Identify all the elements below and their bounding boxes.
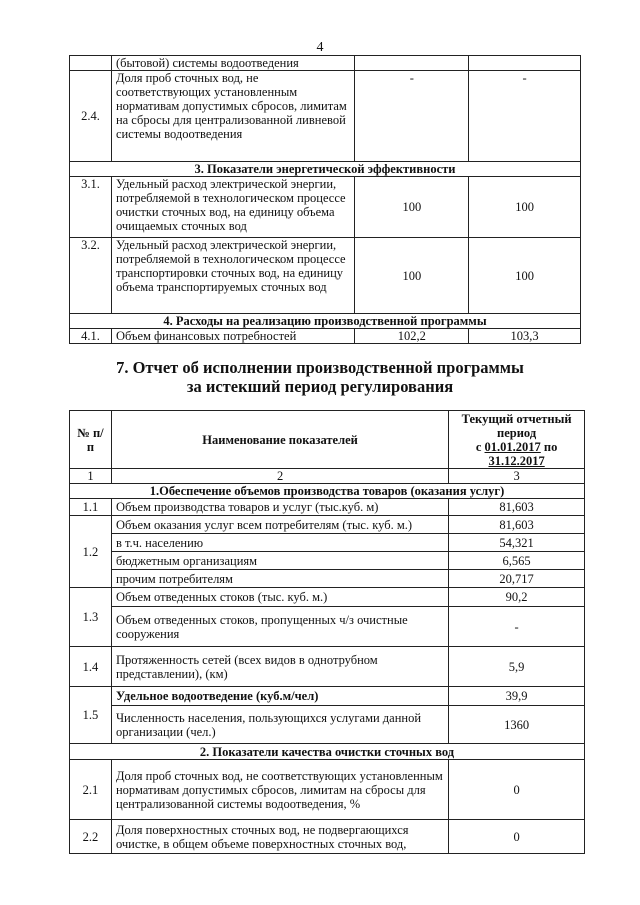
cell-value: 81,603 bbox=[449, 516, 585, 534]
cell-value: - bbox=[449, 607, 585, 647]
table-row bbox=[70, 516, 585, 534]
cell-value: 0 bbox=[449, 760, 585, 820]
header-name: Наименование показателей bbox=[111, 411, 448, 469]
cell-value: 54,321 bbox=[449, 534, 585, 552]
cell-name: в т.ч. населению bbox=[111, 534, 448, 552]
cell-value: 100 bbox=[355, 177, 469, 238]
cell-num: 1.5 bbox=[70, 687, 112, 744]
table-row bbox=[70, 552, 585, 570]
cell-num: 1.2 bbox=[70, 516, 112, 588]
cell-value: 81,603 bbox=[449, 499, 585, 516]
cell-value: 102,2 bbox=[355, 329, 469, 344]
cell-value: 90,2 bbox=[449, 588, 585, 607]
cell-name: Численность населения, пользующихся услугами данной организации (чел.) bbox=[111, 706, 448, 744]
cell-name: Удельный расход электрической энергии, потребляемой в технологическом процессе очистки сточных вод, на единицу объема очищаемых сточных вод bbox=[111, 177, 355, 238]
cell-value: 1360 bbox=[449, 706, 585, 744]
cell-num: 2.1 bbox=[70, 760, 112, 820]
report-table bbox=[69, 410, 585, 854]
cell-name: Объем финансовых потребностей bbox=[111, 329, 355, 344]
cell-value: - bbox=[469, 71, 581, 162]
cell-value: 6,565 bbox=[449, 552, 585, 570]
cell-name: Объем оказания услуг всем потребителям (тыс. куб. м.) bbox=[111, 516, 448, 534]
table-row bbox=[70, 706, 585, 744]
cell-name: Удельный расход электрической энергии, потребляемой в технологическом процессе транспортировки сточных вод, на единицу объема транспортируемых сточных вод bbox=[111, 238, 355, 314]
column-numbers-row: 1 2 3 bbox=[70, 469, 585, 484]
cell-value: 5,9 bbox=[449, 647, 585, 687]
cell-name: Доля проб сточных вод, не соответствующих установленным нормативам допустимых сбросов, лимитам на сбросы для централизованной системы водоотведения, % bbox=[111, 760, 448, 820]
cell-num: 2.2 bbox=[70, 820, 112, 854]
cell-name: Удельное водоотведение (куб.м/чел) bbox=[111, 687, 448, 706]
cell-name: (бытовой) системы водоотведения bbox=[111, 56, 355, 71]
period-from: 01.01.2017 bbox=[484, 439, 541, 454]
cell-value: 100 bbox=[469, 177, 581, 238]
cell-num: 2.4. bbox=[70, 71, 112, 162]
cell-value: 100 bbox=[469, 238, 581, 314]
table-row bbox=[70, 177, 581, 238]
header-period-dates: с 01.01.2017 по 31.12.2017 bbox=[475, 439, 558, 468]
cell-name: бюджетным организациям bbox=[111, 552, 448, 570]
cell-value: 20,717 bbox=[449, 570, 585, 588]
cell-num: 3.2. bbox=[70, 238, 112, 314]
table-row bbox=[70, 820, 585, 854]
section-7-heading bbox=[0, 358, 640, 396]
section-title: 4. Расходы на реализацию производственной программы bbox=[70, 314, 581, 329]
cell-name: прочим потребителям bbox=[111, 570, 448, 588]
cell-name: Объем производства товаров и услуг (тыс.куб. м) bbox=[111, 499, 448, 516]
cell-value: 103,3 bbox=[469, 329, 581, 344]
cell-value: 39,9 bbox=[449, 687, 585, 706]
section-7-title-line1: 7. Отчет об исполнении производственной программы bbox=[116, 358, 524, 377]
table-row bbox=[70, 647, 585, 687]
cell-name: Объем отведенных стоков (тыс. куб. м.) bbox=[111, 588, 448, 607]
section-row bbox=[70, 314, 581, 329]
table-row bbox=[70, 329, 581, 344]
table-row bbox=[70, 238, 581, 314]
section-title: 1.Обеспечение объемов производства товаров (оказания услуг) bbox=[70, 484, 585, 499]
cell-name: Объем отведенных стоков, пропущенных ч/з очистные сооружения bbox=[111, 607, 448, 647]
cell-num: 3.1. bbox=[70, 177, 112, 238]
table-row bbox=[70, 588, 585, 607]
page-number: 4 bbox=[316, 40, 324, 55]
table-row bbox=[70, 71, 581, 162]
cell-name: Доля поверхностных сточных вод, не подвергающихся очистке, в общем объеме поверхностных сточных вод, bbox=[111, 820, 448, 854]
table-row bbox=[70, 56, 581, 71]
table-row bbox=[70, 499, 585, 516]
table-row bbox=[70, 534, 585, 552]
header-period bbox=[449, 411, 585, 469]
section-row bbox=[70, 484, 585, 499]
header-row bbox=[70, 411, 585, 469]
table-row bbox=[70, 760, 585, 820]
cell-value: 0 bbox=[449, 820, 585, 854]
cell-name: Протяженность сетей (всех видов в однотрубном представлении), (км) bbox=[111, 647, 448, 687]
indicators-table-continued bbox=[69, 55, 581, 344]
section-row bbox=[70, 744, 585, 760]
cell-name: Доля проб сточных вод, не соответствующих установленным нормативам допустимых сбросов, лимитам на сбросы для централизованной ливневой системы водоотведения bbox=[111, 71, 355, 162]
section-row bbox=[70, 162, 581, 177]
cell-value: 100 bbox=[355, 238, 469, 314]
cell-value: - bbox=[355, 71, 469, 162]
table-row bbox=[70, 607, 585, 647]
table-row bbox=[70, 687, 585, 706]
cell-num: 1.3 bbox=[70, 588, 112, 647]
cell-num: 1.4 bbox=[70, 647, 112, 687]
period-to: 31.12.2017 bbox=[488, 453, 545, 468]
section-7-title-line2: за истекший период регулирования bbox=[186, 377, 454, 396]
section-title: 2. Показатели качества очистки сточных вод bbox=[70, 744, 585, 760]
section-title: 3. Показатели энергетической эффективности bbox=[70, 162, 581, 177]
cell-num: 4.1. bbox=[70, 329, 112, 344]
header-period-label: Текущий отчетный период bbox=[461, 411, 572, 440]
cell-num: 1.1 bbox=[70, 499, 112, 516]
table-row bbox=[70, 570, 585, 588]
header-num: № п/п bbox=[70, 411, 112, 469]
